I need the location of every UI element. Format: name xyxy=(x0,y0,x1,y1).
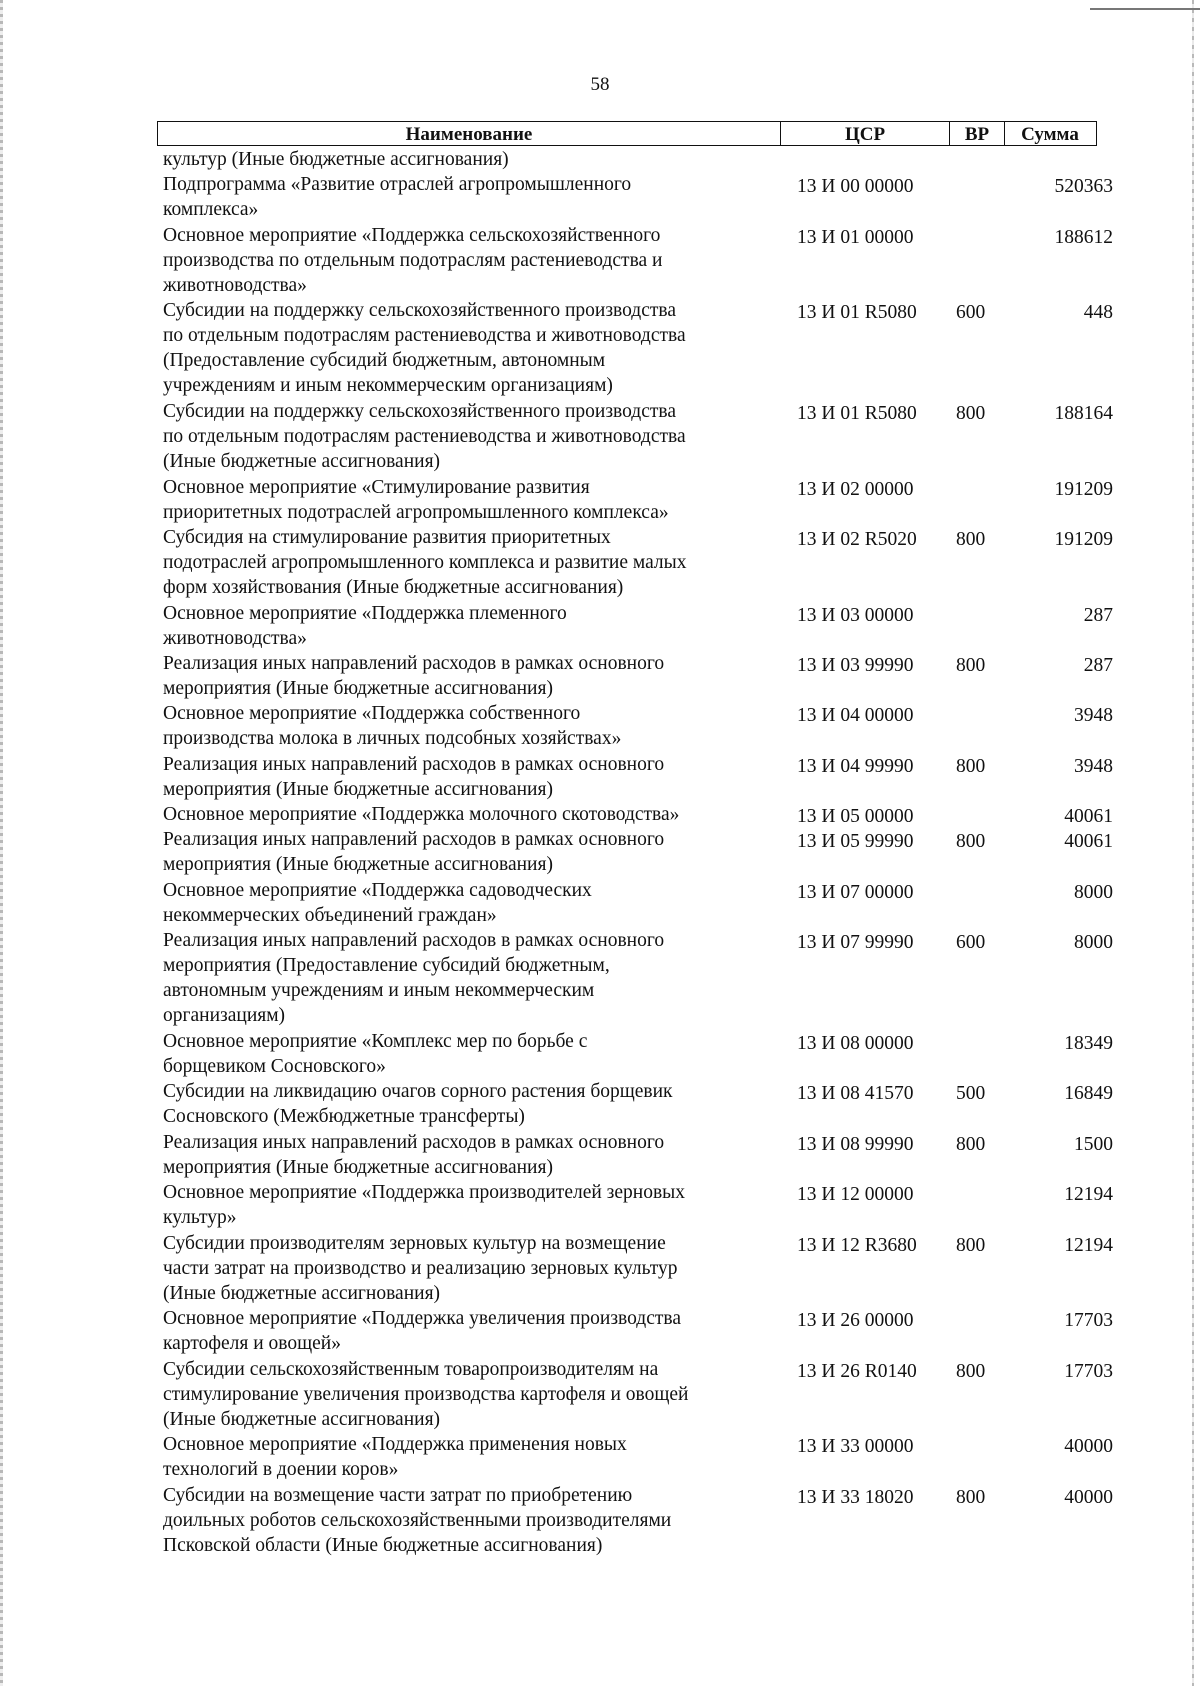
row-name: Субсидия на стимулирование развития приоритетных подотраслей агропромышленного комплекса и развитие малых форм хозяйствования (Иные бюджетные ассигнования) xyxy=(163,527,687,598)
row-vr: 800 xyxy=(956,529,986,550)
row-vr: 800 xyxy=(956,1234,986,1256)
row-sum: 191209 xyxy=(1054,529,1113,550)
row-name: Реализация иных направлений расходов в рамках основного мероприятия (Иные бюджетные ассигнования) xyxy=(163,829,665,876)
row-csr: 13 И 05 99990 xyxy=(797,831,914,853)
row-vr: 800 xyxy=(956,1360,986,1382)
row-csr: 13 И 03 99990 xyxy=(797,655,914,676)
row-name: Реализация иных направлений расходов в рамках основного мероприятия (Иные бюджетные ассигнования) xyxy=(163,1131,665,1178)
row-csr: 13 И 02 R5020 xyxy=(797,529,917,550)
row-name: Основное мероприятие «Поддержка применения новых технологий в доении коров» xyxy=(163,1434,627,1481)
row-csr: 13 И 08 00000 xyxy=(797,1033,914,1054)
row-csr: 13 И 07 00000 xyxy=(797,881,914,903)
row-csr: 13 И 01 R5080 xyxy=(797,403,917,424)
row-csr: 13 И 05 00000 xyxy=(797,806,914,828)
row-vr: 500 xyxy=(956,1083,986,1105)
table-header xyxy=(157,121,1097,146)
table-row xyxy=(0,1432,1200,1482)
row-sum: 520363 xyxy=(1054,176,1113,198)
row-name: Реализация иных направлений расходов в рамках основного мероприятия (Предоставление субсидий бюджетным, автономным учреждениям и иным некоммерческим организациям) xyxy=(163,930,665,1027)
row-csr: 13 И 08 99990 xyxy=(797,1133,914,1155)
header-sum: Сумма xyxy=(1021,124,1079,145)
table-row xyxy=(0,1357,1200,1433)
row-csr: 13 И 00 00000 xyxy=(797,176,914,198)
table-row xyxy=(0,651,1200,701)
header-csr: ЦСР xyxy=(781,122,950,145)
row-csr: 13 И 12 R3680 xyxy=(797,1234,917,1256)
table-row xyxy=(0,878,1200,928)
row-name: Подпрограмма «Развитие отраслей агропромышленного комплекса» xyxy=(163,174,632,221)
row-name: Субсидии производителям зерновых культур на возмещение части затрат на производство и реализацию зерновых культур (Иные бюджетные ассигнования) xyxy=(163,1232,678,1304)
row-csr: 13 И 02 00000 xyxy=(797,478,914,500)
header-vr: ВР xyxy=(950,122,1005,145)
row-name: Субсидии сельскохозяйственным товаропроизводителям на стимулирование увеличения производства картофеля и овощей (Иные бюджетные ассигнования) xyxy=(163,1358,689,1430)
row-csr: 13 И 26 R0140 xyxy=(797,1360,917,1382)
row-csr: 13 И 26 00000 xyxy=(797,1310,914,1332)
table-row xyxy=(0,928,1200,1029)
row-vr: 800 xyxy=(956,1133,986,1155)
row-sum: 188164 xyxy=(1054,403,1113,424)
table-row xyxy=(0,1306,1200,1356)
row-csr: 13 И 03 00000 xyxy=(797,604,914,626)
row-sum: 3948 xyxy=(1074,755,1113,777)
row-name: культур (Иные бюджетные ассигнования) xyxy=(163,149,509,170)
row-name: Основное мероприятие «Стимулирование развития приоритетных подотраслей агропромышленного комплекса» xyxy=(163,476,669,523)
row-sum: 40000 xyxy=(1064,1486,1113,1508)
row-sum: 448 xyxy=(1083,302,1113,324)
table-row xyxy=(0,399,1200,475)
row-sum: 8000 xyxy=(1074,881,1113,903)
row-csr: 13 И 04 99990 xyxy=(797,755,914,777)
row-csr: 13 И 07 99990 xyxy=(797,932,914,954)
row-name: Основное мероприятие «Поддержка племенного животноводства» xyxy=(163,602,567,649)
row-sum: 12194 xyxy=(1064,1184,1113,1206)
row-sum: 12194 xyxy=(1064,1234,1113,1256)
table-row xyxy=(0,601,1200,651)
row-sum: 16849 xyxy=(1064,1083,1113,1105)
row-sum: 188612 xyxy=(1054,226,1113,248)
table-row xyxy=(0,1483,1200,1559)
row-name: Субсидии на поддержку сельскохозяйственного производства по отдельным подотраслям растениеводства и животноводства (Предоставление субсидий бюджетным, автономным учреждениям и иным некоммерческим организациям) xyxy=(163,300,686,397)
table-row xyxy=(0,172,1200,222)
row-vr: 800 xyxy=(956,755,986,777)
row-csr: 13 И 33 18020 xyxy=(797,1486,914,1508)
page-number: 58 xyxy=(590,74,610,95)
table-row xyxy=(0,701,1200,751)
table-row xyxy=(0,802,1200,827)
row-sum: 287 xyxy=(1083,604,1113,626)
row-vr: 800 xyxy=(956,403,986,424)
table-row xyxy=(0,1079,1200,1129)
table-row xyxy=(0,475,1200,525)
row-csr: 13 И 33 00000 xyxy=(797,1436,914,1458)
row-name: Основное мероприятие «Поддержка собственного производства молока в личных подсобных хозяйствах» xyxy=(163,703,622,750)
row-sum: 191209 xyxy=(1054,478,1113,500)
row-sum: 40061 xyxy=(1064,806,1113,828)
table-row xyxy=(0,1180,1200,1230)
row-vr: 600 xyxy=(956,932,986,954)
row-sum: 18349 xyxy=(1064,1033,1113,1054)
header-name: Наименование xyxy=(158,122,781,145)
row-sum: 8000 xyxy=(1074,932,1113,954)
row-name: Реализация иных направлений расходов в рамках основного мероприятия (Иные бюджетные ассигнования) xyxy=(163,753,665,800)
row-name: Основное мероприятие «Поддержка сельскохозяйственного производства по отдельным подотраслям растениеводства и животноводства» xyxy=(163,224,663,296)
row-name: Основное мероприятие «Поддержка садоводческих некоммерческих объединений граждан» xyxy=(163,879,592,926)
row-vr: 800 xyxy=(956,655,986,676)
table-row xyxy=(0,827,1200,877)
row-name: Основное мероприятие «Поддержка увеличения производства картофеля и овощей» xyxy=(163,1308,681,1355)
row-sum: 3948 xyxy=(1074,705,1113,727)
table-row xyxy=(0,223,1200,299)
row-name: Основное мероприятие «Комплекс мер по борьбе с борщевиком Сосновского» xyxy=(163,1031,588,1077)
table-row xyxy=(0,147,1200,172)
row-name: Основное мероприятие «Поддержка производителей зерновых культур» xyxy=(163,1182,686,1229)
row-name: Основное мероприятие «Поддержка молочного скотоводства» xyxy=(163,804,680,826)
row-sum: 40000 xyxy=(1064,1436,1113,1458)
row-csr: 13 И 01 00000 xyxy=(797,226,914,248)
row-csr: 13 И 08 41570 xyxy=(797,1083,914,1105)
row-sum: 1500 xyxy=(1074,1133,1113,1155)
row-name: Реализация иных направлений расходов в рамках основного мероприятия (Иные бюджетные ассигнования) xyxy=(163,653,665,699)
row-sum: 17703 xyxy=(1064,1310,1113,1332)
row-sum: 40061 xyxy=(1064,831,1113,853)
row-name: Субсидии на поддержку сельскохозяйственного производства по отдельным подотраслям растениеводства и животноводства (Иные бюджетные ассигнования) xyxy=(163,401,686,472)
table-row xyxy=(0,525,1200,601)
row-sum: 287 xyxy=(1083,655,1113,676)
table-row xyxy=(0,298,1200,399)
table-row xyxy=(0,1231,1200,1307)
row-name: Субсидии на возмещение части затрат по приобретению доильных роботов сельскохозяйственными производителями Псковской области (Иные бюджетные ассигнования) xyxy=(163,1484,672,1556)
row-vr: 800 xyxy=(956,831,986,853)
row-csr: 13 И 04 00000 xyxy=(797,705,914,727)
row-csr: 13 И 12 00000 xyxy=(797,1184,914,1206)
table-row xyxy=(0,1130,1200,1180)
row-csr: 13 И 01 R5080 xyxy=(797,302,917,324)
table-row xyxy=(0,1029,1200,1079)
scan-edge-top xyxy=(1090,8,1200,10)
row-vr: 600 xyxy=(956,302,986,324)
row-name: Субсидии на ликвидацию очагов сорного растения борщевик Сосновского (Межбюджетные трансферты) xyxy=(163,1081,673,1128)
row-vr: 800 xyxy=(956,1486,986,1508)
row-sum: 17703 xyxy=(1064,1360,1113,1382)
table-row xyxy=(0,752,1200,802)
